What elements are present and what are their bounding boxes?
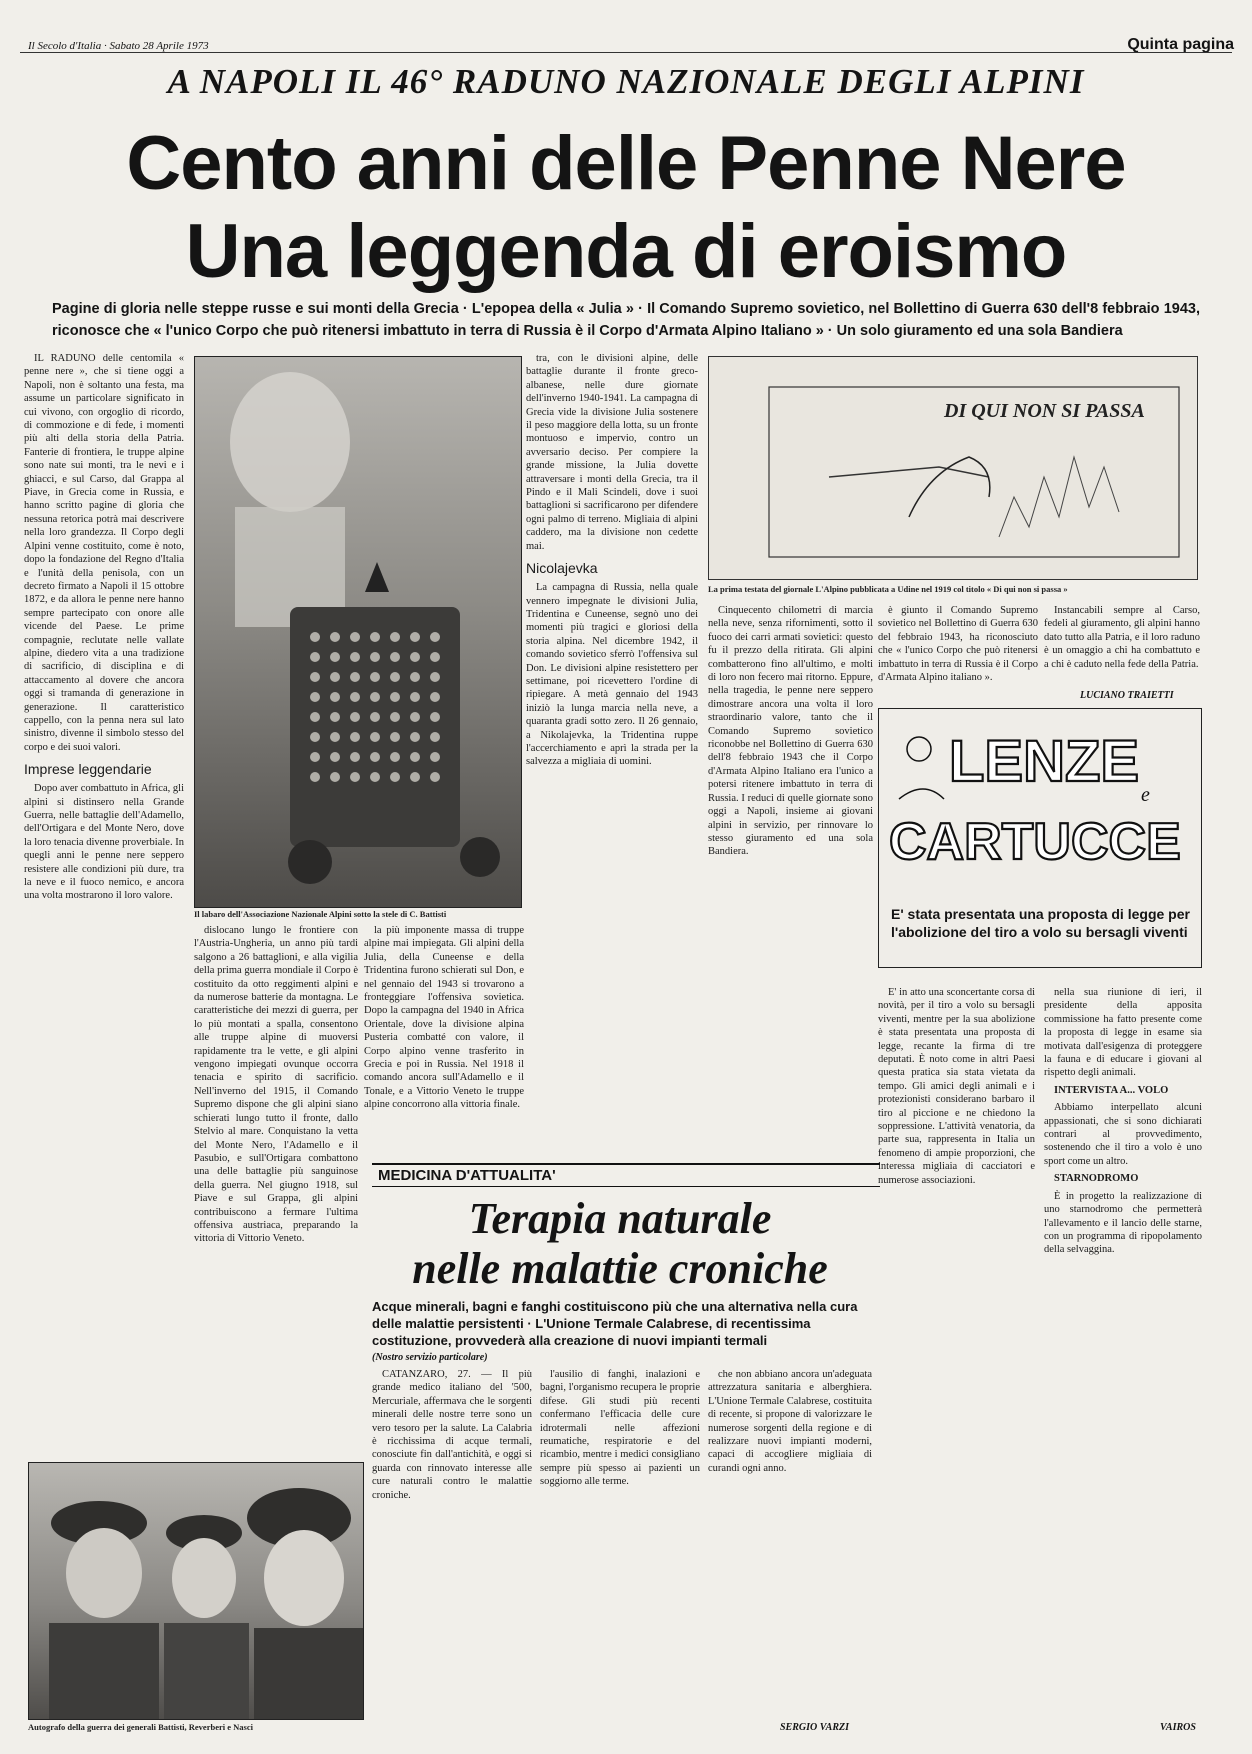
cartoon-caption: La prima testata del giornale L'Alpino pubblicata a Udine nel 1919 col titolo « Di qui non si passa » <box>708 584 1068 594</box>
lenze-text: È in progetto la realizzazione di uno starnodromo che permetterà l'allevamento e il lancio delle starne, con un programma di ripopolamento della selvaggina. <box>1044 1190 1202 1256</box>
labaro-caption: Il labaro dell'Associazione Nazionale Alpini sotto la stele di C. Battisti <box>194 909 447 919</box>
article-byline: LUCIANO TRAIETTI <box>1080 690 1174 701</box>
article-column-2 <box>194 924 358 1284</box>
lenze-subhead-intervista: INTERVISTA A... VOLO <box>1054 1084 1169 1096</box>
subhead-imprese: Imprese leggendarie <box>24 761 152 778</box>
cartoon-drawing <box>709 357 1197 579</box>
headline-line-1: Cento anni delle Penne Nere <box>126 121 1126 206</box>
lenze-column-1 <box>878 986 1035 1731</box>
medicina-column-1 <box>372 1368 532 1730</box>
medicina-title-line-1: Terapia naturale <box>468 1194 772 1243</box>
lenze-subhead-starnodromo: STARNODROMO <box>1054 1173 1139 1185</box>
lenze-text: nella sua riunione di ieri, il presidente della apposita commissione ha fatto presente come la proposta di legge in esame sia motivata dall'esigenza di proteggere la fauna e di educare i giovani al rispetto degli animali. <box>1044 987 1202 1079</box>
lenze-text: E' in atto una sconcertante corsa di novità, per il tiro a volo su bersagli viventi, mentre per la sua abolizione è stata presentata una proposta di legge, recante la firma di tre deputati. È noto come in altri Paesi questa pratica sia stata vietata da tempo. Gli amici degli animali e i protezionisti considerano barbaro il tiro al piccione e ne chiedono la soppressione. L'attività venatoria, da parte sua, rappresenta in Italia un fenomeno di ampie proporzioni, che interessa migliaia di cacciatori e numerose associazioni. <box>878 987 1035 1186</box>
page-label: Quinta pagina <box>1127 36 1234 53</box>
deck: Pagine di gloria nelle steppe russe e sui monti della Grecia · L'epopea della « Julia » · Il Comando Supremo sovietico, nel Bollettino di Guerra 630 dell'8 febbraio 1943, riconosce che « l'unico Corpo che può ritenersi imbattuto in terra di Russia è il Corpo d'Armata Alpino Italiano » · Un solo giuramento ed una sola Bandiera <box>52 301 1200 339</box>
generals-photo-drawing <box>29 1463 363 1719</box>
article-column-7 <box>1044 604 1200 682</box>
generals-caption: Autografo della guerra dei generali Battisti, Reverberi e Nasci <box>28 1722 253 1732</box>
article-text: La campagna di Russia, nella quale vennero impegnate le divisioni Julia, Tridentina e Cuneense, segnò uno dei momenti più tragici e gloriosi della storia alpina. Nel dicembre 1942, il comando sovietico sferrò l'offensiva sul Don. Le divisioni alpine resistettero per settimane, poi ricevettero l'ordine di ripiegare. A metà gennaio del 1943 iniziò la lunga marcia nella neve, a quaranta gradi sotto zero. Il 26 gennaio, a Nikolajevka, la Tridentina ruppe l'accerchiamento e aprì la strada per la salvezza a migliaia di uomini. <box>526 582 698 768</box>
lenze-text: Abbiamo interpellato alcuni appassionati, che si sono dichiarati contrari al provvedimento, sostenendo che il tiro a volo è uno sport come un altro. <box>1044 1102 1202 1167</box>
headline-line-2: Una leggenda di eroismo <box>185 209 1067 294</box>
article-text: dislocano lungo le frontiere con l'Austria-Ungheria, un anno più tardi salgono a 26 battaglioni, e alla vigilia della prima guerra mondiale il Corpo è costituito da otto reggimenti alpini e da numerose batterie da montagna. Le caratteristiche dei mezzi di guerra, per lo più montati a spalla, consentono alle truppe alpine di muoversi rapidamente tra le vette, e gli alpini vengono impiegati ovunque occorra tenacia e spirito di sacrificio. Nell'inverno del 1915, il Comando Supremo dispone che gli alpini siano schierati lungo tutto il fronte, dallo Stelvio al mare. Conquistano la vetta del Monte Nero, l'Adamello e il Pasubio, e sull'Ortigara combattono una delle battaglie più sanguinose della guerra. Nel giugno 1918, sul Piave e sul Grappa, gli alpini contribuiscono a fermare l'ultima offensiva austriaca, preparando la vittoria di Vittorio Veneto. <box>194 925 358 1245</box>
lenze-logo-line1: LENZE <box>949 729 1140 794</box>
lenze-column-2 <box>1044 986 1202 1711</box>
masthead-date: Il Secolo d'Italia · Sabato 28 Aprile 1973 <box>28 40 209 52</box>
article-column-5 <box>708 604 873 986</box>
lenze-logo <box>879 709 1199 879</box>
medicina-deck: Acque minerali, bagni e fanghi costituiscono più che una alternativa nella cura delle malattie persistenti · L'Unione Termale Calabrese, di recentissima costituzione, provvederà alla creazione di nuovi impianti termali <box>372 1299 858 1348</box>
lenze-byline: VAIROS <box>1160 1722 1196 1733</box>
medicina-column-3 <box>708 1368 872 1708</box>
kicker: A NAPOLI IL 46° RADUNO NAZIONALE DEGLI ALPINI <box>167 62 1085 101</box>
article-column-4 <box>526 352 698 987</box>
medicina-section-bar: MEDICINA D'ATTUALITA' <box>372 1163 880 1187</box>
cartoon-motto: DI QUI NON SI PASSA <box>944 400 1145 422</box>
headline <box>0 120 1252 296</box>
labaro-photo-drawing <box>195 357 521 907</box>
medicina-dateline: (Nostro servizio particolare) <box>372 1352 488 1363</box>
medicina-column-2 <box>540 1368 700 1730</box>
masthead-rule <box>20 52 1232 53</box>
medicina-title-line-2: nelle malattie croniche <box>412 1244 828 1293</box>
medicina-text: che non abbiano ancora un'adeguata attrezzatura sanitaria e alberghiera. L'Unione Termale Calabrese, costituita di recente, si propone di valorizzare le numerose sorgenti della regione e di realizzare nuovi impianti moderni, capaci di accogliere migliaia di curandi ogni anno. <box>708 1369 872 1474</box>
subhead-nikolajevka: Nicolajevka <box>526 560 598 577</box>
medicina-byline: SERGIO VARZI <box>780 1722 850 1733</box>
lenze-logo-e: e <box>1141 784 1150 806</box>
medicina-text: CATANZARO, 27. — Il più grande medico italiano del '500, Mercuriale, affermava che le sorgenti minerali delle nostre terre sono un vero tesoro per la salute. La Calabria è ricchissima di acque termali, conosciute fin dall'antichità, e oggi si guarda con rinnovato interesse alle cure naturali contro le malattie croniche. <box>372 1369 532 1501</box>
lenze-logo-line2: CARTUCCE <box>889 813 1181 871</box>
article-text: Cinquecento chilometri di marcia nella neve, senza rifornimenti, sotto il fuoco dei carri armati sovietici: questo fu il prezzo della ritirata. Gli alpini combatterono fino all'ultimo, e molti di loro non fecero mai ritorno. Eppure, nella tragedia, le penne nere seppero dimostrare ancora una volta il loro straordinario valore, tanto che il Comando Supremo sovietico riconobbe nel Bollettino di Guerra 630 dell'8 febbraio 1943 che il Corpo d'Armata Alpino Italiano era l'unico a potersi ritenere imbattuto in terra di Russia. I reduci di quelle giornate sono oggi a Napoli, insieme ai giovani alpini in servizio, per rinnovare lo stesso giuramento ed una sola Bandiera. <box>708 605 873 858</box>
article-text: Instancabili sempre al Carso, fedeli al giuramento, gli alpini hanno dato tutto alla Patria, e il loro raduno è un omaggio a chi ha combattuto e a chi è caduto nella fede della Patria. <box>1044 605 1200 670</box>
article-column-6 <box>878 604 1038 689</box>
lenze-box <box>878 708 1202 968</box>
alpino-cartoon <box>708 356 1198 580</box>
labaro-photo <box>194 356 522 908</box>
article-text: è giunto il Comando Supremo sovietico nel Bollettino di Guerra 630 del febbraio 1943, ha riconosciuto che « l'unico Corpo che può ritenersi imbattuto in terra di Russia è il Corpo d'Armata Alpino italiano ». <box>878 605 1038 684</box>
article-text: tra, con le divisioni alpine, delle battaglie durante il fronte greco-albanese, nelle dure giornate dell'inverno 1940-1941. La campagna di Grecia vide la divisione Julia sostenere il peso maggiore della lotta, su un fronte montuoso e impervio, contro un avversario deciso. Per compiere la grande missione, la Julia dovette attraversare i monti della Grecia, tra il Pindo e il Mali Scindeli, dove i suoi battaglioni si sacrificarono per difendere ogni palmo di terreno. Migliaia di alpini caddero, ma la divisione non cedette mai. <box>526 353 698 552</box>
article-text: Dopo aver combattuto in Africa, gli alpini si distinsero nella Grande Guerra, nelle battaglie dell'Adamello, dell'Ortigara e del Monte Nero, dove la loro tenacia divenne proverbiale. In quegli anni le penne nere seppero resistere alle condizioni più dure, tra la neve e il fuoco nemico, e ancora una volta mostrarono il loro valore. <box>24 783 184 902</box>
medicina-title <box>364 1194 876 1294</box>
article-text: IL RADUNO delle centomila « penne nere », che si tiene oggi a Napoli, non è soltanto una festa, ma assume un particolare significato in cui vivono, con orgoglio di ricordo, di commozione e di fede, i momenti più alti della storia della Patria. Fanterie di frontiera, le truppe alpine sono nate sui monti, tra le nevi e i ghiacci, e sul Carso, dal Grappa al Piave, in Grecia come in Russia, e hanno scritto pagine di gloria che nessuna retorica potrà mai descrivere nella loro grandezza. Il Corpo degli Alpini venne costituito, come è noto, dopo la fondazione del Regno d'Italia e l'unità della penisola, con un decreto firmato a Napoli il 15 ottobre 1872, e da allora le penne nere hanno sempre partecipato con onore alle vicende del Paese. Le prime compagnie, reclutate nelle vallate alpine, diedero vita a una tradizione di sacrificio, di disciplina e di attaccamento al dovere che ancora oggi si tramanda di generazione in generazione. Il caratteristico cappello, con la penna nera sul lato sinistro, divenne il simbolo stesso del corpo e dei suoi valori. <box>24 353 184 753</box>
lenze-title: E' stata presentata una proposta di legge per l'abolizione del tiro a volo su bersagli viventi <box>891 906 1190 940</box>
medicina-text: l'ausilio di fanghi, inalazioni e bagni, l'organismo recupera le proprie difese. Gli studi più recenti confermano l'efficacia delle cure idrotermali nelle affezioni reumatiche, respiratorie e del ricambio, mentre i medici consigliano sempre più spesso ai pazienti un soggiorno alle terme. <box>540 1369 700 1488</box>
article-text: la più imponente massa di truppe alpine mai impiegata. Gli alpini della Julia, della Cuneense e della Tridentina furono schierati sul Don, e nel gennaio del 1943 si trovarono a fronteggiare l'offensiva sovietica. Dopo la campagna del 1940 in Africa Orientale, dove la divisione alpina Pusteria combatté con valore, il Corpo alpino venne trasferito in Grecia e poi in Russia. Nel 1918 il comando ancora sull'Adamello e il Tonale, e a Vittorio Veneto le truppe alpine concorrono alla vittoria finale. <box>364 925 524 1111</box>
generals-photo <box>28 1462 364 1720</box>
article-column-1 <box>24 352 184 1437</box>
